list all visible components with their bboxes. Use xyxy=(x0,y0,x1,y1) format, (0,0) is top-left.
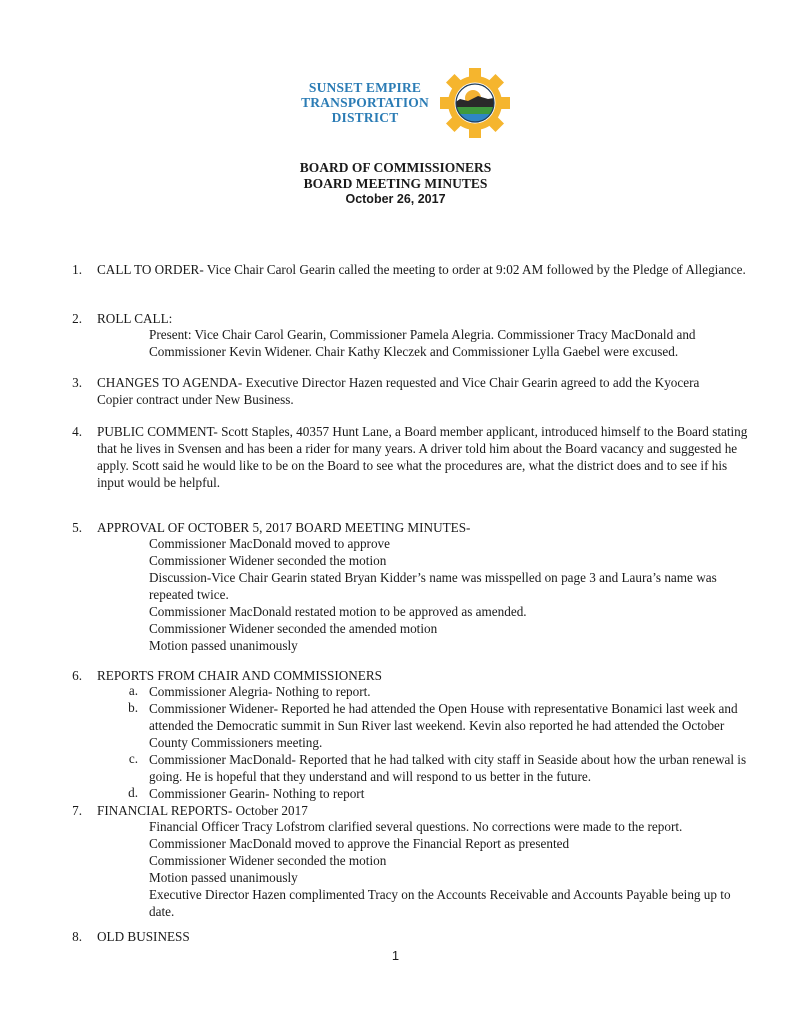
item-number: 2. xyxy=(72,311,82,326)
subitem-letter: d. xyxy=(128,785,138,800)
minutes-line: Commissioner MacDonald restated motion to be approved as amended. xyxy=(149,604,527,619)
financial-line: Commissioner Widener seconded the motion xyxy=(149,853,387,868)
minutes-line: Discussion-Vice Chair Gearin stated Bryan Kidder’s name was misspelled on page 3 and Laura’s name was repeated twice. xyxy=(149,570,717,602)
item-number: 8. xyxy=(72,929,82,944)
page-number: 1 xyxy=(391,948,400,963)
minutes-line: Commissioner MacDonald moved to approve xyxy=(149,536,390,551)
item-number: 3. xyxy=(72,375,82,390)
item-text: CALL TO ORDER- Vice Chair Carol Gearin called the meeting to order at 9:02 AM followed by the Pledge of Allegiance. xyxy=(97,262,746,277)
gear-logo-icon xyxy=(440,68,510,138)
item-text: CHANGES TO AGENDA- Executive Director Hazen requested and Vice Chair Gearin agreed to add the Kyocera Copier contract under New Business. xyxy=(97,375,700,407)
item-text: REPORTS FROM CHAIR AND COMMISSIONERS xyxy=(97,668,382,683)
financial-line: Commissioner MacDonald moved to approve the Financial Report as presented xyxy=(149,836,570,851)
subitem-text: Commissioner Widener- Reported he had attended the Open House with representative Bonamici last week and attended the Democratic summit in Sun River last weekend. Kevin also reported he had attended the October County Commissioners meeting. xyxy=(149,701,738,750)
item-number: 1. xyxy=(72,262,82,277)
item-text: ROLL CALL: xyxy=(97,311,173,326)
item-text: FINANCIAL REPORTS- October 2017 xyxy=(97,803,308,818)
roll-call-detail: Present: Vice Chair Carol Gearin, Commissioner Pamela Alegria. Commissioner Tracy MacDonald and Commissioner Kevin Widener. Chair Kathy Kleczek and Commissioner Lylla Gaebel were excused. xyxy=(149,327,696,359)
minutes-approval-lines xyxy=(149,535,759,654)
financial-report-lines xyxy=(149,818,759,920)
minutes-line: Commissioner Widener seconded the amended motion xyxy=(149,621,438,636)
subitem-letter: c. xyxy=(128,751,138,766)
minutes-line: Commissioner Widener seconded the motion xyxy=(149,553,387,568)
org-name-line: TRANSPORTATION xyxy=(301,95,429,110)
org-name-line: SUNSET EMPIRE xyxy=(308,80,422,95)
org-name-line: DISTRICT xyxy=(331,110,399,125)
subitem-letter: a. xyxy=(128,683,138,698)
minutes-line: Motion passed unanimously xyxy=(149,638,298,653)
subitem-text: Commissioner Gearin- Nothing to report xyxy=(149,786,365,801)
org-name xyxy=(300,80,430,125)
item-text: PUBLIC COMMENT- Scott Staples, 40357 Hunt Lane, a Board member applicant, introduced himself to the Board stating that he lives in Svensen and has been a rider for many years. A driver told him about the Board vacancy and suggested he apply. Scott said he would like to be on the Board to see what the procedures are, what the district does and to see if his input would be helpful. xyxy=(97,424,748,490)
subitem-text: Commissioner Alegria- Nothing to report. xyxy=(149,684,371,699)
item-text: OLD BUSINESS xyxy=(97,929,190,944)
document-subtitle: BOARD MEETING MINUTES xyxy=(303,176,488,191)
item-number: 6. xyxy=(72,668,82,683)
document-title: BOARD OF COMMISSIONERS xyxy=(299,160,492,175)
financial-line: Financial Officer Tracy Lofstrom clarified several questions. No corrections were made to the report. xyxy=(149,819,683,834)
item-text: APPROVAL OF OCTOBER 5, 2017 BOARD MEETING MINUTES- xyxy=(97,520,471,535)
item-number: 5. xyxy=(72,520,82,535)
meeting-date: October 26, 2017 xyxy=(345,192,446,206)
financial-line: Executive Director Hazen complimented Tracy on the Accounts Receivable and Accounts Payable being up to date. xyxy=(149,887,731,919)
item-number: 7. xyxy=(72,803,82,818)
item-number: 4. xyxy=(72,424,82,439)
subitem-letter: b. xyxy=(128,700,138,715)
subitem-text: Commissioner MacDonald- Reported that he had talked with city staff in Seaside about how the urban renewal is going. He is hopeful that they understand and will respond to us better in the future. xyxy=(149,752,747,784)
financial-line: Motion passed unanimously xyxy=(149,870,298,885)
